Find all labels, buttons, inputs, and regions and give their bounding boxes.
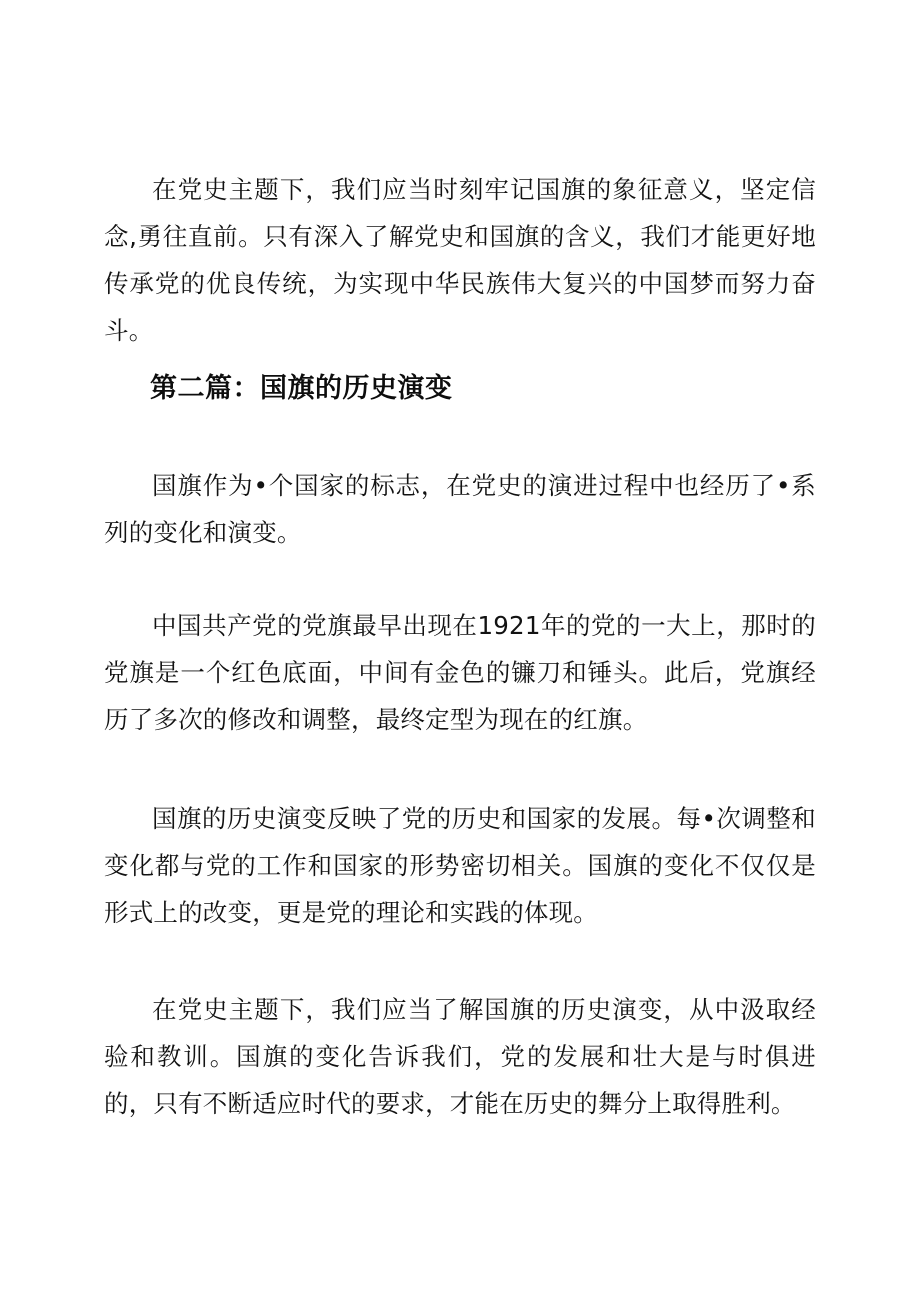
body-paragraph-1: 国旗作为•个国家的标志，在党史的演进过程中也经历了•系列的变化和演变。 xyxy=(104,471,816,547)
body-paragraph-3: 国旗的历史演变反映了党的历史和国家的发展。每•次调整和变化都与党的工作和国家的形势密切相关。国旗的变化不仅仅是形式上的改变，更是党的理论和实践的体现。 xyxy=(104,804,816,927)
section-heading: 第二篇：国旗的历史演变 xyxy=(150,373,453,404)
body-paragraph-4: 在党史主题下，我们应当了解国旗的历史演变，从中汲取经验和教训。国旗的变化告诉我们，党的发展和壮大是与时俱进的，只有不断适应时代的要求，才能在历史的舞分上取得胜利。 xyxy=(104,995,816,1118)
body-paragraph-2: 中国共产党的党旗最早出现在1921年的党的一大上，那时的党旗是一个红色底面，中间有金色的镰刀和锤头。此后，党旗经历了多次的修改和调整，最终定型为现在的红旗。 xyxy=(104,611,816,734)
intro-paragraph: 在党史主题下，我们应当时刻牢记国旗的象征意义，坚定信念,勇往直前。只有深入了解党史和国旗的含义，我们才能更好地传承党的优良传统，为实现中华民族伟大复兴的中国梦而努力奋斗。 xyxy=(104,175,816,345)
